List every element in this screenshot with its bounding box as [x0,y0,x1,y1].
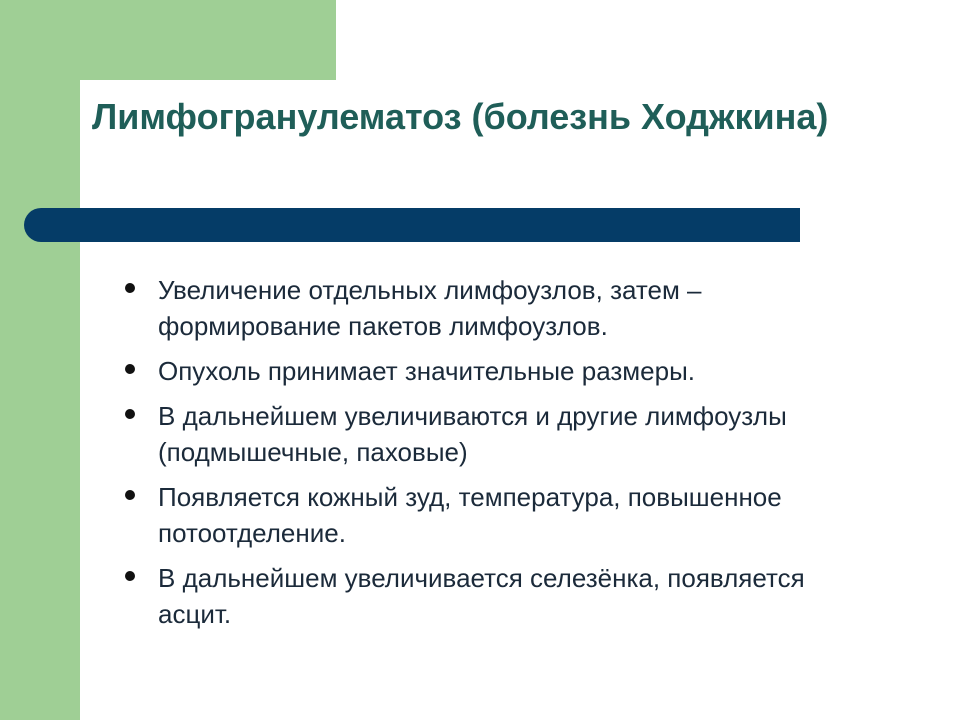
bullet-item [122,272,842,344]
bullet-text: Увеличение отдельных лимфоузлов, затем – формирование пакетов лимфоузлов. [158,275,702,341]
bullet-dot-icon [125,409,135,419]
slide-title: Лимфогранулематоз (болезнь Ходжкина) [92,96,829,137]
bullet-item [122,479,842,551]
bullet-text: Опухоль принимает значительные размеры. [158,356,695,386]
bullet-text: В дальнейшем увеличивается селезёнка, появляется асцит. [158,563,805,629]
left-accent-strip [0,0,80,720]
bullet-item [122,353,842,389]
bullet-dot-icon [125,571,135,581]
top-accent-block [80,0,336,80]
bullet-item [122,398,842,470]
bullet-dot-icon [125,490,135,500]
bullet-dot-icon [125,364,135,374]
title-underline-bar [24,208,800,242]
bullet-list [122,272,842,641]
bullet-text: Появляется кожный зуд, температура, повышенное потоотделение. [158,482,782,548]
bullet-item [122,560,842,632]
bullet-dot-icon [125,283,135,293]
bullet-text: В дальнейшем увеличиваются и другие лимфоузлы (подмышечные, паховые) [158,401,787,467]
